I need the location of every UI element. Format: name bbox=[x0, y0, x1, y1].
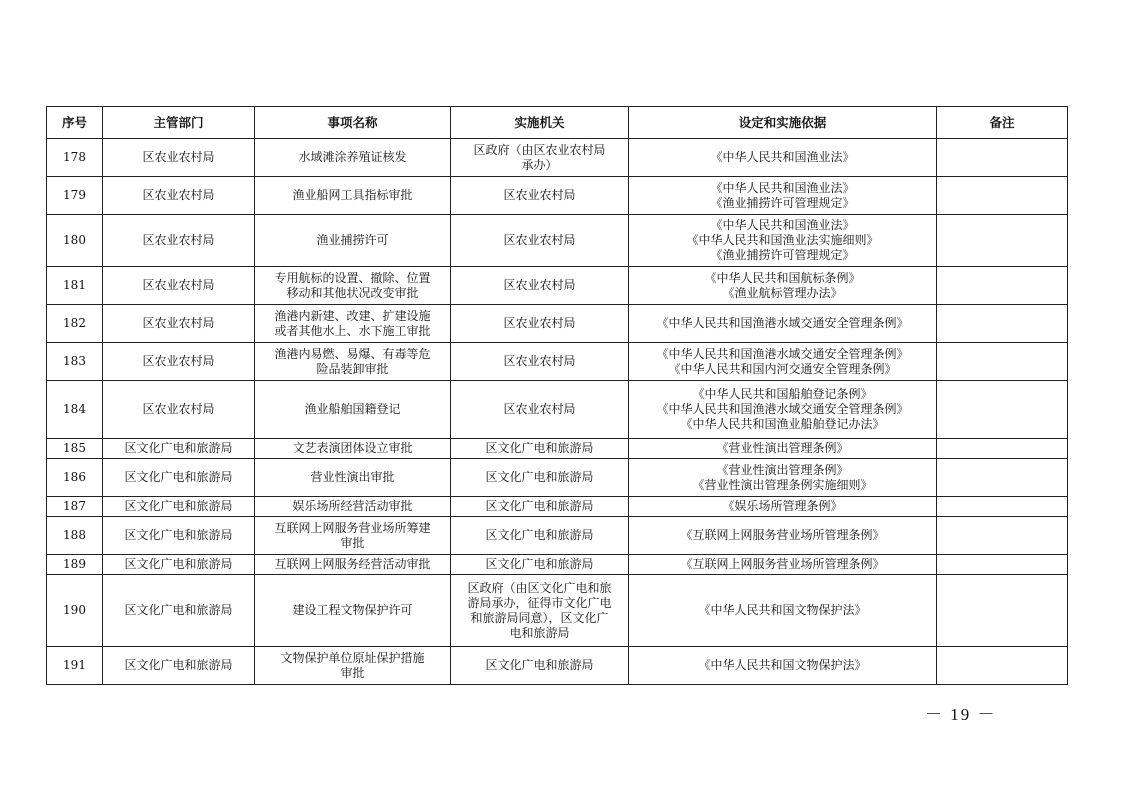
cell-remarks bbox=[937, 517, 1068, 555]
table-row bbox=[47, 381, 1068, 439]
cell-serial-number: 185 bbox=[47, 439, 103, 459]
cell-department: 区文化广电和旅游局 bbox=[103, 517, 255, 555]
cell-remarks bbox=[937, 177, 1068, 215]
header-row bbox=[47, 107, 1068, 139]
cell-legal-basis: 《营业性演出管理条例》 bbox=[629, 439, 937, 459]
cell-item-name: 渔业船舶国籍登记 bbox=[255, 381, 451, 439]
cell-department: 区农业农村局 bbox=[103, 305, 255, 343]
cell-serial-number: 179 bbox=[47, 177, 103, 215]
cell-item-name: 文物保护单位原址保护措施 审批 bbox=[255, 647, 451, 685]
cell-department: 区文化广电和旅游局 bbox=[103, 555, 255, 575]
table-row bbox=[47, 497, 1068, 517]
table-row bbox=[47, 139, 1068, 177]
cell-serial-number: 184 bbox=[47, 381, 103, 439]
header-serial-number: 序号 bbox=[47, 107, 103, 139]
cell-item-name: 渔业船网工具指标审批 bbox=[255, 177, 451, 215]
table-row bbox=[47, 305, 1068, 343]
cell-item-name: 娱乐场所经营活动审批 bbox=[255, 497, 451, 517]
cell-implementing-agency: 区农业农村局 bbox=[451, 343, 629, 381]
cell-item-name: 互联网上网服务经营活动审批 bbox=[255, 555, 451, 575]
table-row bbox=[47, 575, 1068, 647]
cell-item-name: 互联网上网服务营业场所筹建 审批 bbox=[255, 517, 451, 555]
cell-remarks bbox=[937, 497, 1068, 517]
cell-item-name: 水域滩涂养殖证核发 bbox=[255, 139, 451, 177]
table-header bbox=[47, 107, 1068, 139]
cell-remarks bbox=[937, 139, 1068, 177]
cell-legal-basis: 《中华人民共和国船舶登记条例》 《中华人民共和国渔港水域交通安全管理条例》 《中华人民共和国渔业船舶登记办法》 bbox=[629, 381, 937, 439]
cell-department: 区文化广电和旅游局 bbox=[103, 647, 255, 685]
cell-implementing-agency: 区文化广电和旅游局 bbox=[451, 647, 629, 685]
cell-remarks bbox=[937, 381, 1068, 439]
cell-legal-basis: 《中华人民共和国渔港水域交通安全管理条例》 bbox=[629, 305, 937, 343]
cell-legal-basis: 《中华人民共和国航标条例》 《渔业航标管理办法》 bbox=[629, 267, 937, 305]
cell-department: 区农业农村局 bbox=[103, 343, 255, 381]
cell-remarks bbox=[937, 343, 1068, 381]
table-row bbox=[47, 215, 1068, 267]
cell-item-name: 建设工程文物保护许可 bbox=[255, 575, 451, 647]
cell-department: 区文化广电和旅游局 bbox=[103, 497, 255, 517]
cell-serial-number: 191 bbox=[47, 647, 103, 685]
cell-serial-number: 181 bbox=[47, 267, 103, 305]
cell-serial-number: 190 bbox=[47, 575, 103, 647]
cell-item-name: 渔港内易燃、易爆、有毒等危 险品装卸审批 bbox=[255, 343, 451, 381]
cell-department: 区农业农村局 bbox=[103, 177, 255, 215]
cell-serial-number: 180 bbox=[47, 215, 103, 267]
cell-item-name: 文艺表演团体设立审批 bbox=[255, 439, 451, 459]
cell-item-name: 营业性演出审批 bbox=[255, 459, 451, 497]
cell-department: 区文化广电和旅游局 bbox=[103, 439, 255, 459]
cell-remarks bbox=[937, 575, 1068, 647]
cell-implementing-agency: 区农业农村局 bbox=[451, 215, 629, 267]
cell-remarks bbox=[937, 215, 1068, 267]
cell-serial-number: 187 bbox=[47, 497, 103, 517]
table-row bbox=[47, 177, 1068, 215]
cell-serial-number: 183 bbox=[47, 343, 103, 381]
header-remarks: 备注 bbox=[937, 107, 1068, 139]
cell-department: 区农业农村局 bbox=[103, 215, 255, 267]
cell-implementing-agency: 区政府（由区文化广电和旅 游局承办，征得市文化广电 和旅游局同意），区文化广 电和旅游局 bbox=[451, 575, 629, 647]
cell-implementing-agency: 区文化广电和旅游局 bbox=[451, 555, 629, 575]
cell-legal-basis: 《中华人民共和国文物保护法》 bbox=[629, 647, 937, 685]
cell-serial-number: 182 bbox=[47, 305, 103, 343]
page-number: － 19 － bbox=[925, 705, 997, 724]
table-row bbox=[47, 343, 1068, 381]
cell-department: 区农业农村局 bbox=[103, 381, 255, 439]
cell-item-name: 专用航标的设置、撤除、位置 移动和其他状况改变审批 bbox=[255, 267, 451, 305]
header-legal-basis: 设定和实施依据 bbox=[629, 107, 937, 139]
cell-department: 区文化广电和旅游局 bbox=[103, 575, 255, 647]
cell-legal-basis: 《营业性演出管理条例》 《营业性演出管理条例实施细则》 bbox=[629, 459, 937, 497]
cell-serial-number: 189 bbox=[47, 555, 103, 575]
cell-serial-number: 188 bbox=[47, 517, 103, 555]
cell-implementing-agency: 区文化广电和旅游局 bbox=[451, 459, 629, 497]
cell-legal-basis: 《中华人民共和国渔业法》 bbox=[629, 139, 937, 177]
cell-implementing-agency: 区政府（由区农业农村局 承办） bbox=[451, 139, 629, 177]
cell-implementing-agency: 区文化广电和旅游局 bbox=[451, 517, 629, 555]
cell-serial-number: 186 bbox=[47, 459, 103, 497]
cell-department: 区农业农村局 bbox=[103, 139, 255, 177]
cell-implementing-agency: 区农业农村局 bbox=[451, 177, 629, 215]
cell-implementing-agency: 区农业农村局 bbox=[451, 267, 629, 305]
cell-remarks bbox=[937, 647, 1068, 685]
cell-remarks bbox=[937, 267, 1068, 305]
header-department: 主管部门 bbox=[103, 107, 255, 139]
cell-remarks bbox=[937, 305, 1068, 343]
header-item-name: 事项名称 bbox=[255, 107, 451, 139]
cell-legal-basis: 《娱乐场所管理条例》 bbox=[629, 497, 937, 517]
cell-implementing-agency: 区文化广电和旅游局 bbox=[451, 439, 629, 459]
table-row bbox=[47, 267, 1068, 305]
table-row bbox=[47, 439, 1068, 459]
cell-remarks bbox=[937, 439, 1068, 459]
cell-legal-basis: 《中华人民共和国渔港水域交通安全管理条例》 《中华人民共和国内河交通安全管理条例》 bbox=[629, 343, 937, 381]
cell-item-name: 渔业捕捞许可 bbox=[255, 215, 451, 267]
cell-legal-basis: 《中华人民共和国渔业法》 《渔业捕捞许可管理规定》 bbox=[629, 177, 937, 215]
table-row bbox=[47, 517, 1068, 555]
cell-legal-basis: 《中华人民共和国渔业法》 《中华人民共和国渔业法实施细则》 《渔业捕捞许可管理规定》 bbox=[629, 215, 937, 267]
cell-department: 区文化广电和旅游局 bbox=[103, 459, 255, 497]
cell-legal-basis: 《中华人民共和国文物保护法》 bbox=[629, 575, 937, 647]
cell-department: 区农业农村局 bbox=[103, 267, 255, 305]
table-row bbox=[47, 459, 1068, 497]
cell-implementing-agency: 区农业农村局 bbox=[451, 381, 629, 439]
cell-item-name: 渔港内新建、改建、扩建设施 或者其他水上、水下施工审批 bbox=[255, 305, 451, 343]
header-implementing-agency: 实施机关 bbox=[451, 107, 629, 139]
cell-legal-basis: 《互联网上网服务营业场所管理条例》 bbox=[629, 517, 937, 555]
approval-items-table bbox=[46, 106, 1068, 685]
cell-legal-basis: 《互联网上网服务营业场所管理条例》 bbox=[629, 555, 937, 575]
table-row bbox=[47, 555, 1068, 575]
table-row bbox=[47, 647, 1068, 685]
cell-implementing-agency: 区农业农村局 bbox=[451, 305, 629, 343]
table-body bbox=[47, 139, 1068, 685]
cell-remarks bbox=[937, 555, 1068, 575]
cell-implementing-agency: 区文化广电和旅游局 bbox=[451, 497, 629, 517]
cell-remarks bbox=[937, 459, 1068, 497]
cell-serial-number: 178 bbox=[47, 139, 103, 177]
